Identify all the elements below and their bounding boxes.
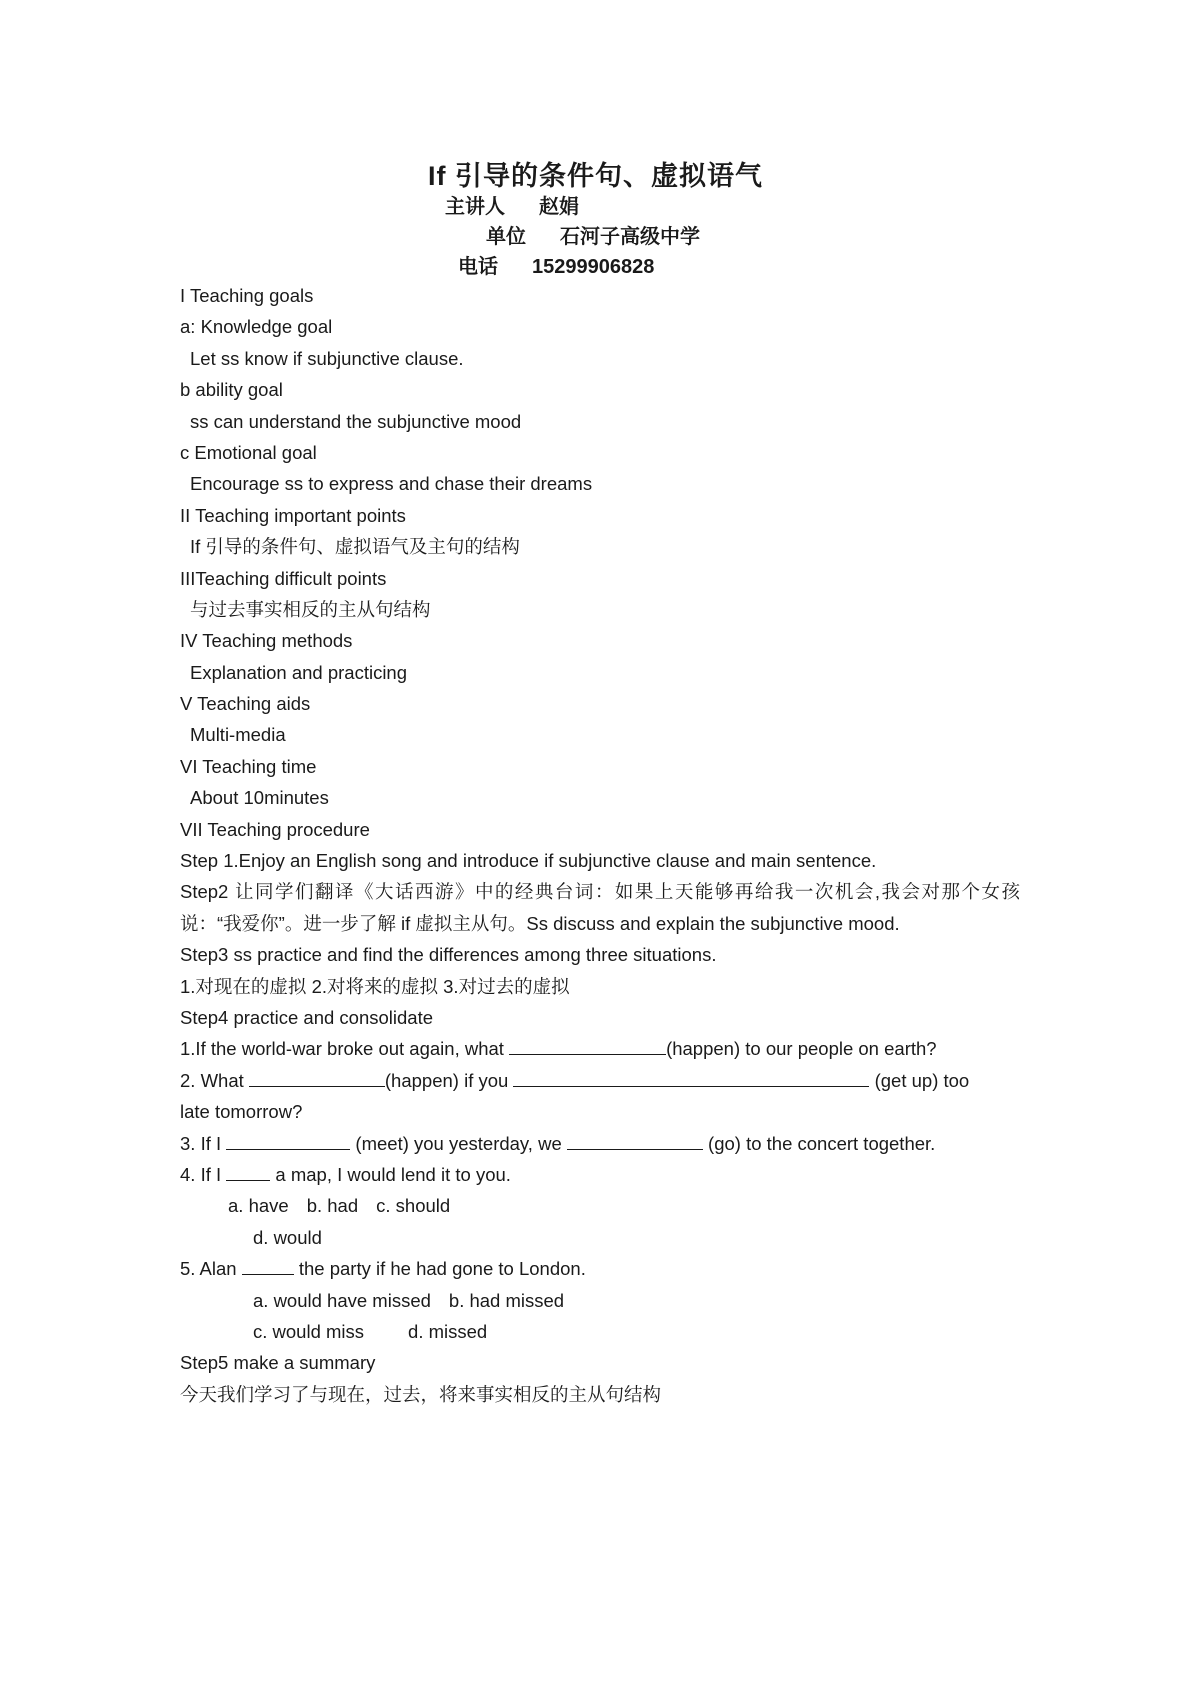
step2-text: Step2 让同学们翻译《大话西游》中的经典台词：如果上天能够再给我一次机会,我会对那个女孩说：“我爱你”。进一步了解 if 虚拟主从句。Ss discuss and explain the subjunctive mood. [180,881,1020,934]
phone-label: 电话 [458,256,498,278]
unit-label: 单位 [486,226,526,248]
exercise-q4 [180,1159,1020,1190]
q5-blank[interactable] [242,1256,294,1275]
important-text: If 引导的条件句、虚拟语气及主句的结构 [190,536,520,558]
ability-heading: b ability goal [180,379,283,401]
q2-text-end: (get up) too [869,1069,970,1091]
q4-text-start: 4. If I [180,1163,227,1185]
q4-option-b[interactable]: b. had [306,1195,359,1217]
time-text: About 10minutes [190,787,329,809]
q3-blank-1[interactable] [226,1131,350,1150]
q5-option-b[interactable]: b. had missed [448,1289,565,1311]
exercise-q2-continued: late tomorrow? [180,1101,303,1123]
q2-blank-2[interactable] [513,1068,869,1087]
unit-name: 石河子高级中学 [560,226,700,248]
q4-option-a[interactable]: a. have [228,1195,289,1217]
step1-text: Step 1.Enjoy an English song and introduce if subjunctive clause and main sentence. [180,850,877,872]
exercise-q1 [180,1033,1020,1064]
methods-heading: IV Teaching methods [180,630,353,652]
important-heading: II Teaching important points [180,504,406,526]
step5-text: Step5 make a summary [180,1352,376,1374]
phone-number: 15299906828 [532,256,655,278]
q2-text-start: 2. What [180,1069,249,1091]
q4-options-row-2 [180,1222,1020,1253]
q5-options-row-2 [180,1316,1020,1347]
q3-text-end: (go) to the concert together. [702,1132,936,1154]
emotional-text: Encourage ss to express and chase their dreams [190,473,593,495]
q5-option-c[interactable]: c. would miss [253,1320,365,1342]
q2-text-middle: (happen) if you [384,1069,514,1091]
q3-text-start: 3. If I [180,1132,227,1154]
q5-text-end: the party if he had gone to London. [293,1258,586,1280]
procedure-heading: VII Teaching procedure [180,818,370,840]
aids-heading: V Teaching aids [180,693,311,715]
presenter-name: 赵娟 [539,196,579,218]
aids-text: Multi-media [190,724,286,746]
q5-text-start: 5. Alan [180,1258,242,1280]
q4-option-c[interactable]: c. should [376,1195,451,1217]
q4-options-row-1 [180,1190,1020,1221]
exercise-q5 [180,1253,1020,1284]
q4-option-d[interactable]: d. would [253,1226,322,1248]
knowledge-heading: a: Knowledge goal [180,316,333,338]
ability-text: ss can understand the subjunctive mood [190,410,522,432]
summary-text: 今天我们学习了与现在，过去，将来事实相反的主从句结构 [180,1383,662,1405]
q5-option-d[interactable]: d. missed [408,1320,488,1342]
document-title: If 引导的条件句、虚拟语气 [428,161,763,191]
knowledge-text: Let ss know if subjunctive clause. [190,347,464,369]
q1-blank[interactable] [509,1036,666,1055]
q1-text-end: (happen) to our people on earth? [666,1038,937,1060]
exercise-q2 [180,1065,1020,1096]
document-body [180,280,1020,1410]
difficult-heading: IIITeaching difficult points [180,567,387,589]
step3-text: Step3 ss practice and find the differences among three situations. [180,944,717,966]
q5-option-a[interactable]: a. would have missed [253,1289,431,1311]
q5-options-row-1 [180,1285,1020,1316]
q3-blank-2[interactable] [567,1131,703,1150]
time-heading: VI Teaching time [180,755,317,777]
exercise-q3 [180,1128,1020,1159]
q1-text-start: 1.If the world-war broke out again, what [180,1038,510,1060]
q4-text-end: a map, I would lend it to you. [270,1163,511,1185]
emotional-heading: c Emotional goal [180,441,317,463]
q2-blank-1[interactable] [249,1068,385,1087]
difficult-text: 与过去事实相反的主从句结构 [190,598,431,620]
presenter-label: 主讲人 [445,196,505,218]
goals-heading: I Teaching goals [180,285,314,306]
q3-text-middle: (meet) you yesterday, we [350,1132,567,1154]
q4-blank[interactable] [226,1162,270,1181]
step4-text: Step4 practice and consolidate [180,1007,434,1029]
methods-text: Explanation and practicing [190,661,408,683]
step3-items: 1.对现在的虚拟 2.对将来的虚拟 3.对过去的虚拟 [180,975,570,997]
